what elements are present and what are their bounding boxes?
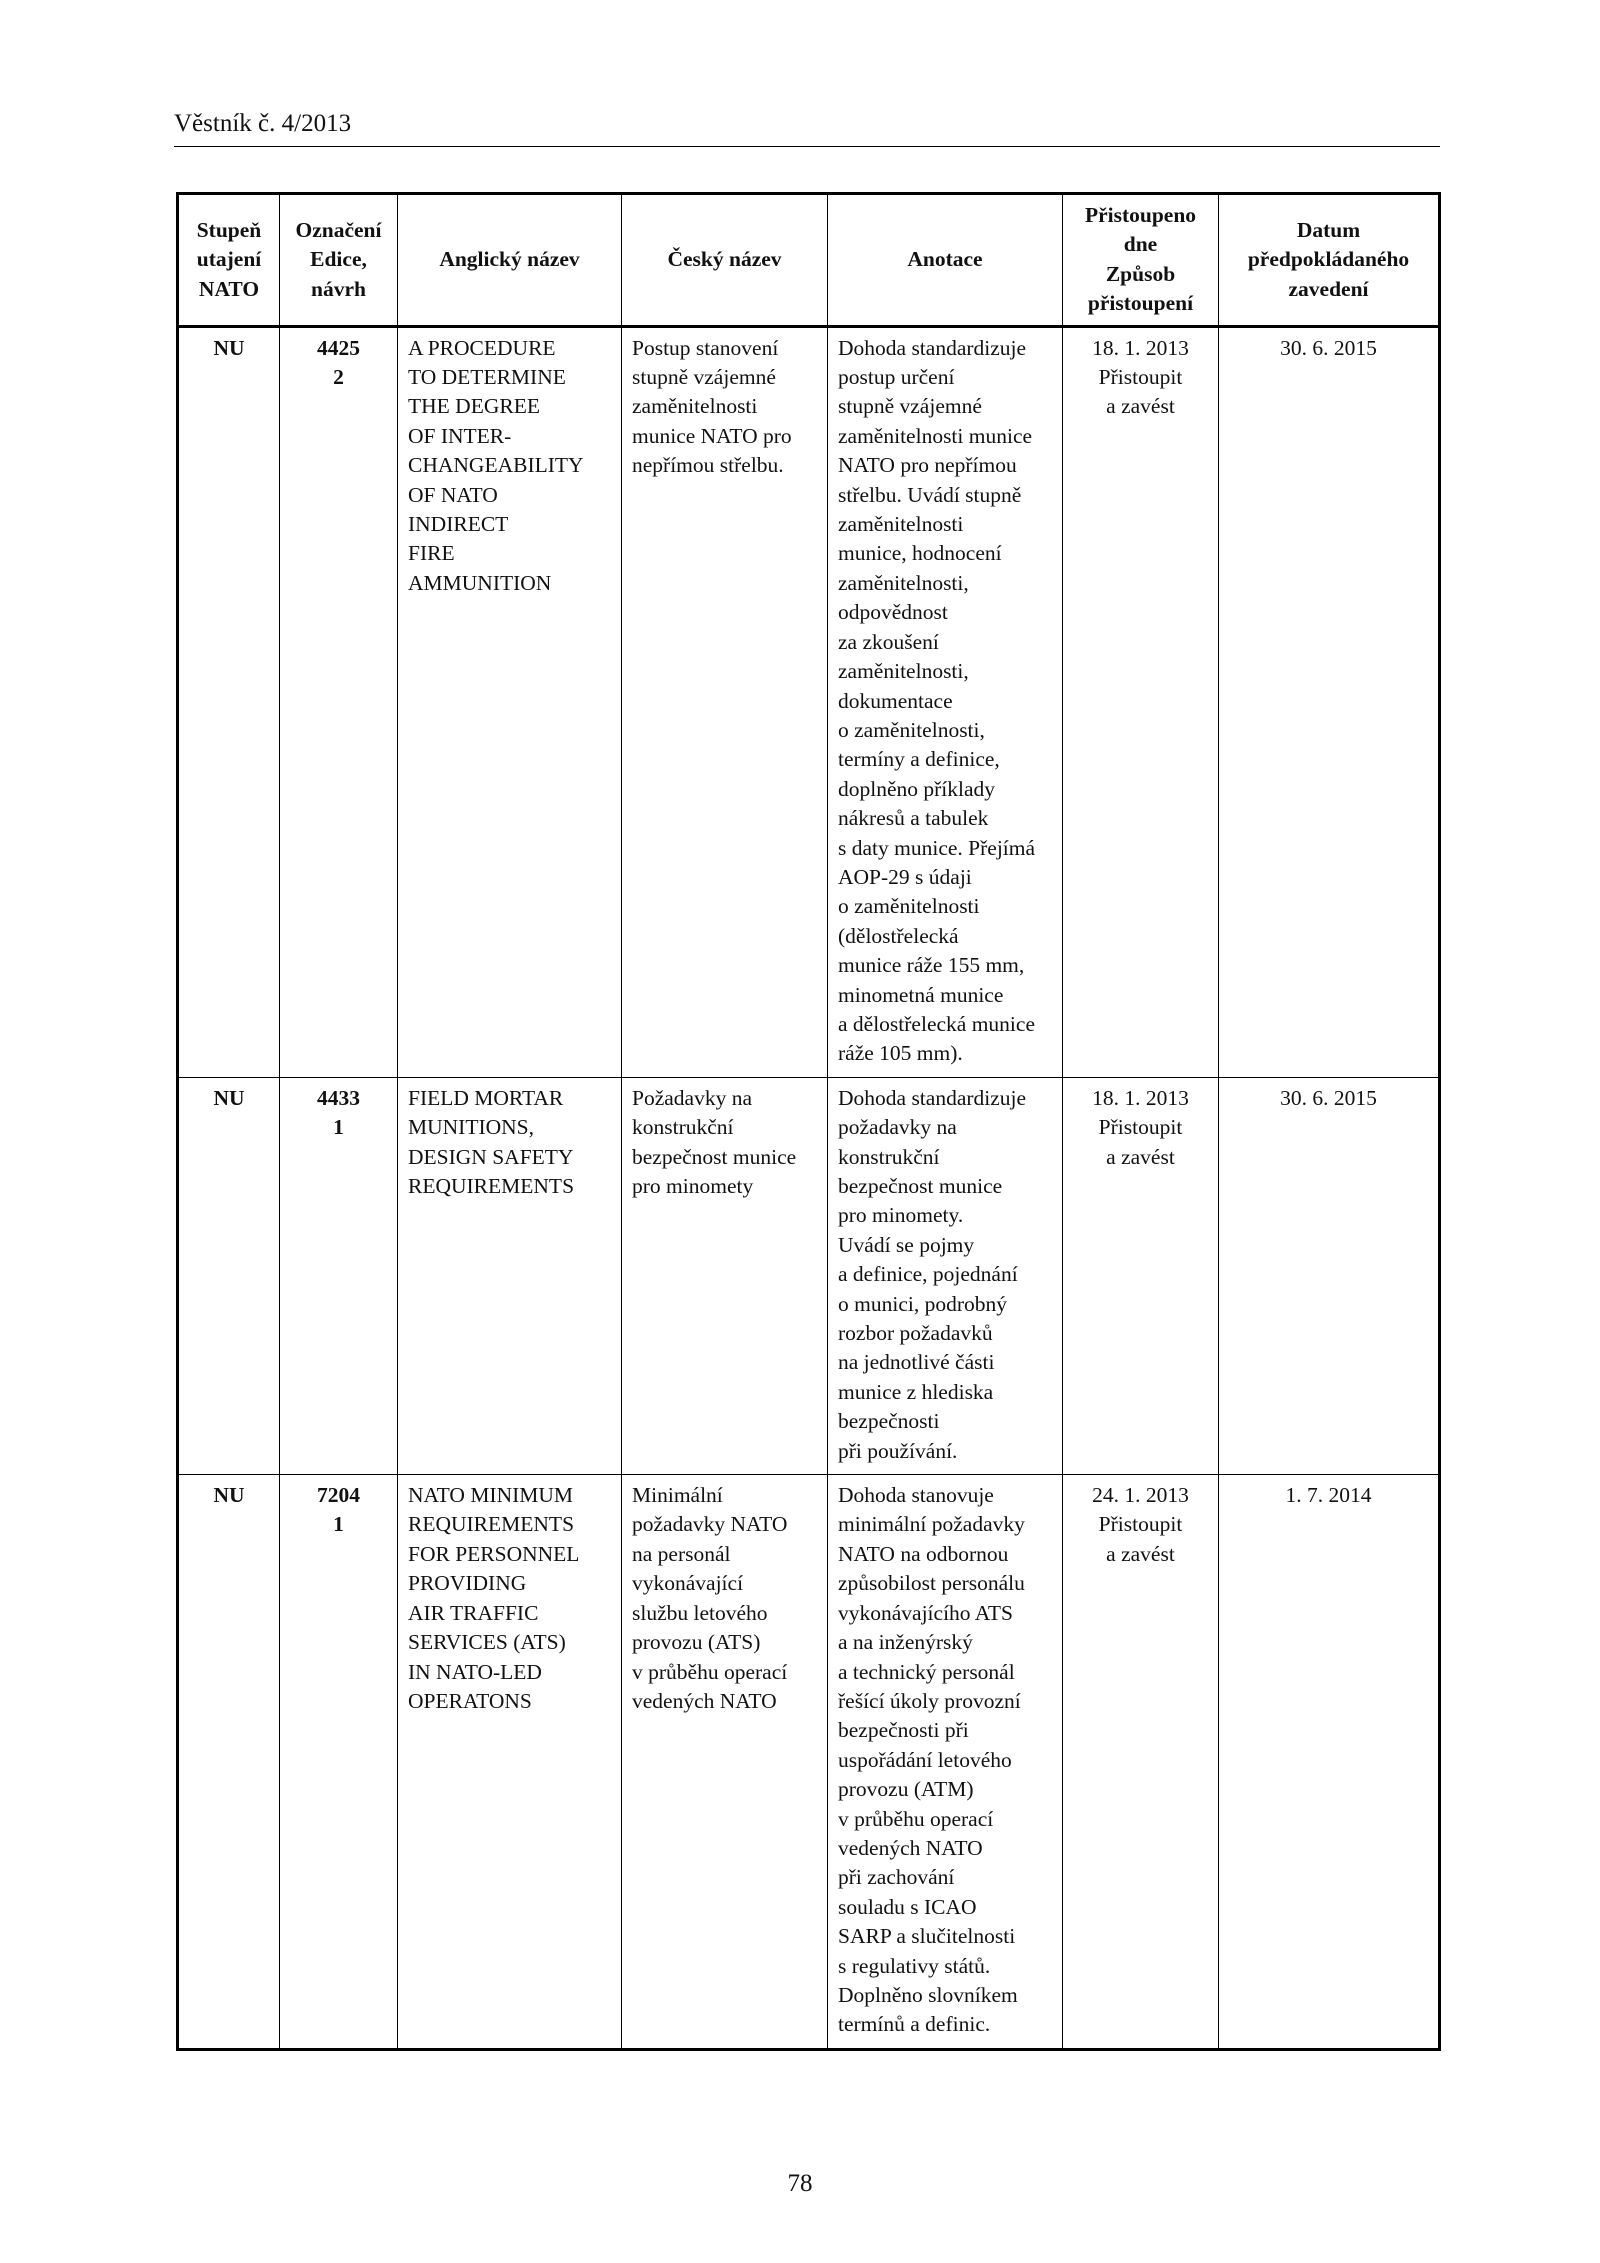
cell-anglicky-nazev: FIELD MORTAR MUNITIONS, DESIGN SAFETY REQUIREMENTS	[398, 1077, 622, 1474]
cell-anotace: Dohoda standardizuje požadavky na konstrukční bezpečnost munice pro minomety. Uvádí se pojmy a definice, pojednání o munici, podrobný rozbor požadavků na jednotlivé části munice z hlediska bezpečnosti při používání.	[828, 1077, 1063, 1474]
table-row	[178, 1475, 1440, 2050]
header-cesky-nazev: Český název	[622, 194, 828, 327]
header-anotace: Anotace	[828, 194, 1063, 327]
cell-stupen: NU	[178, 1077, 280, 1474]
cell-oznaceni: 4425 2	[280, 326, 398, 1077]
page-header	[174, 108, 1440, 147]
cell-anglicky-nazev: A PROCEDURE TO DETERMINE THE DEGREE OF INTER- CHANGEABILITY OF NATO INDIRECT FIRE AMMUNITION	[398, 326, 622, 1077]
cell-pristoupeno: 18. 1. 2013 Přistoupit a zavést	[1063, 1077, 1219, 1474]
cell-pristoupeno: 24. 1. 2013 Přistoupit a zavést	[1063, 1475, 1219, 2050]
cell-datum: 30. 6. 2015	[1219, 326, 1440, 1077]
table-row	[178, 1077, 1440, 1474]
cell-anotace: Dohoda stanovuje minimální požadavky NATO na odbornou způsobilost personálu vykonávajícího ATS a na inženýrský a technický personál řešící úkoly provozní bezpečnosti při uspořádání letového provozu (ATM) v průběhu operací vedených NATO při zachování souladu s ICAO SARP a slučitelnosti s regulativy států. Doplněno slovníkem termínů a definic.	[828, 1475, 1063, 2050]
table-header-row	[178, 194, 1440, 327]
header-oznaceni: Označení Edice, návrh	[280, 194, 398, 327]
cell-stupen: NU	[178, 326, 280, 1077]
header-anglicky-nazev: Anglický název	[398, 194, 622, 327]
journal-title: Věstník č. 4/2013	[174, 110, 352, 137]
cell-anglicky-nazev: NATO MINIMUM REQUIREMENTS FOR PERSONNEL PROVIDING AIR TRAFFIC SERVICES (ATS) IN NATO-LED OPERATONS	[398, 1475, 622, 2050]
header-stupen: Stupeň utajení NATO	[178, 194, 280, 327]
header-datum: Datum předpokládaného zavedení	[1219, 194, 1440, 327]
cell-oznaceni: 7204 1	[280, 1475, 398, 2050]
cell-cesky-nazev: Postup stanovení stupně vzájemné zaměnitelnosti munice NATO pro nepřímou střelbu.	[622, 326, 828, 1077]
cell-stupen: NU	[178, 1475, 280, 2050]
cell-cesky-nazev: Minimální požadavky NATO na personál vykonávající službu letového provozu (ATS) v průběhu operací vedených NATO	[622, 1475, 828, 2050]
table-row	[178, 326, 1440, 1077]
cell-datum: 1. 7. 2014	[1219, 1475, 1440, 2050]
standards-table	[176, 192, 1441, 2051]
page-number: 78	[787, 2170, 813, 2197]
cell-oznaceni: 4433 1	[280, 1077, 398, 1474]
header-pristoupeno: Přistoupeno dne Způsob přistoupení	[1063, 194, 1219, 327]
cell-datum: 30. 6. 2015	[1219, 1077, 1440, 1474]
cell-cesky-nazev: Požadavky na konstrukční bezpečnost munice pro minomety	[622, 1077, 828, 1474]
cell-anotace: Dohoda standardizuje postup určení stupně vzájemné zaměnitelnosti munice NATO pro nepřímou střelbu. Uvádí stupně zaměnitelnosti munice, hodnocení zaměnitelnosti, odpovědnost za zkoušení zaměnitelnosti, dokumentace o zaměnitelnosti, termíny a definice, doplněno příklady nákresů a tabulek s daty munice. Přejímá AOP-29 s údaji o zaměnitelnosti (dělostřelecká munice ráže 155 mm, minometná munice a dělostřelecká munice ráže 105 mm).	[828, 326, 1063, 1077]
cell-pristoupeno: 18. 1. 2013 Přistoupit a zavést	[1063, 326, 1219, 1077]
